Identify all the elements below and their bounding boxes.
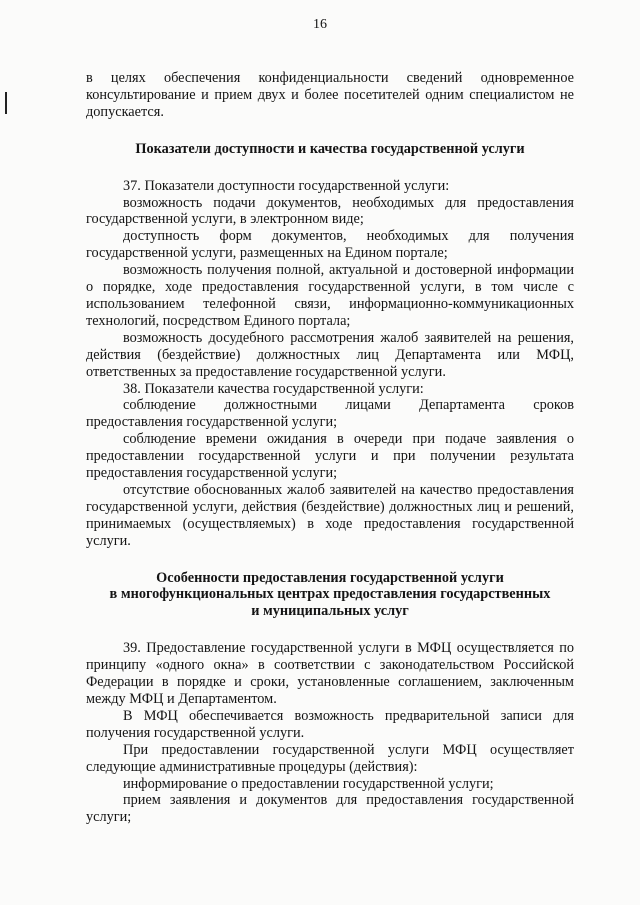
paragraph-38-item-1: соблюдение должностными лицами Департамента сроков предоставления государственной услуги; bbox=[86, 397, 574, 431]
paragraph-37-item-4: возможность досудебного рассмотрения жалоб заявителей на решения, действия (бездействие) должностных лиц Департамента или МФЦ, ответственных за предоставление государственной услуги. bbox=[86, 329, 574, 380]
page-number: 16 bbox=[313, 17, 327, 32]
heading-indicators: Показатели доступности и качества государственной услуги bbox=[135, 140, 525, 157]
margin-mark bbox=[5, 92, 7, 114]
heading-mfc-line-2: в многофункциональных центрах предоставления государственных bbox=[109, 586, 551, 603]
paragraph-38-item-2: соблюдение времени ожидания в очереди при подаче заявления о предоставлении государственной услуги и при получении результата предоставления государственной услуги; bbox=[86, 431, 574, 482]
paragraph-37: 37. Показатели доступности государственной услуги: bbox=[123, 177, 450, 194]
paragraph-39: 39. Предоставление государственной услуги в МФЦ осуществляется по принципу «одного окна» в соответствии с законодательством Российской Федерации в порядке и сроки, установленные соглашением, заключенным между МФЦ и Департаментом. bbox=[86, 640, 574, 707]
paragraph-39-booking: В МФЦ обеспечивается возможность предварительной записи для получения государственной услуги. bbox=[86, 707, 574, 741]
heading-mfc-line-3: и муниципальных услуг bbox=[251, 603, 409, 620]
paragraph-39-item-1: информирование о предоставлении государственной услуги; bbox=[123, 775, 494, 792]
paragraph-39-procedures: При предоставлении государственной услуги МФЦ осуществляет следующие административные процедуры (действия): bbox=[86, 741, 574, 775]
paragraph-39-item-2: прием заявления и документов для предоставления государственной услуги; bbox=[86, 792, 574, 826]
paragraph-confidentiality: в целях обеспечения конфиденциальности сведений одновременное консультирование и прием двух и более посетителей одним специалистом не допускается. bbox=[86, 70, 574, 120]
document-body bbox=[86, 70, 574, 826]
paragraph-37-item-1: возможность подачи документов, необходимых для предоставления государственной услуги, в электронном виде; bbox=[86, 194, 574, 228]
paragraph-37-item-3: возможность получения полной, актуальной и достоверной информации о порядке, ходе предоставления государственной услуги, в том числе с использованием телефонной связи, информационно-коммуникационных технологий, посредством Единого портала; bbox=[86, 262, 574, 329]
paragraph-37-item-2: доступность форм документов, необходимых для получения государственной услуги, размещенных на Едином портале; bbox=[86, 228, 574, 262]
heading-mfc-line-1: Особенности предоставления государственной услуги bbox=[156, 569, 504, 586]
paragraph-38-item-3: отсутствие обоснованных жалоб заявителей на качество предоставления государственной услуги, действия (бездействие) должностных лиц и решений, принимаемых (осуществляемых) в ходе предоставления государственной услуги. bbox=[86, 481, 574, 549]
paragraph-38: 38. Показатели качества государственной услуги: bbox=[123, 380, 424, 397]
